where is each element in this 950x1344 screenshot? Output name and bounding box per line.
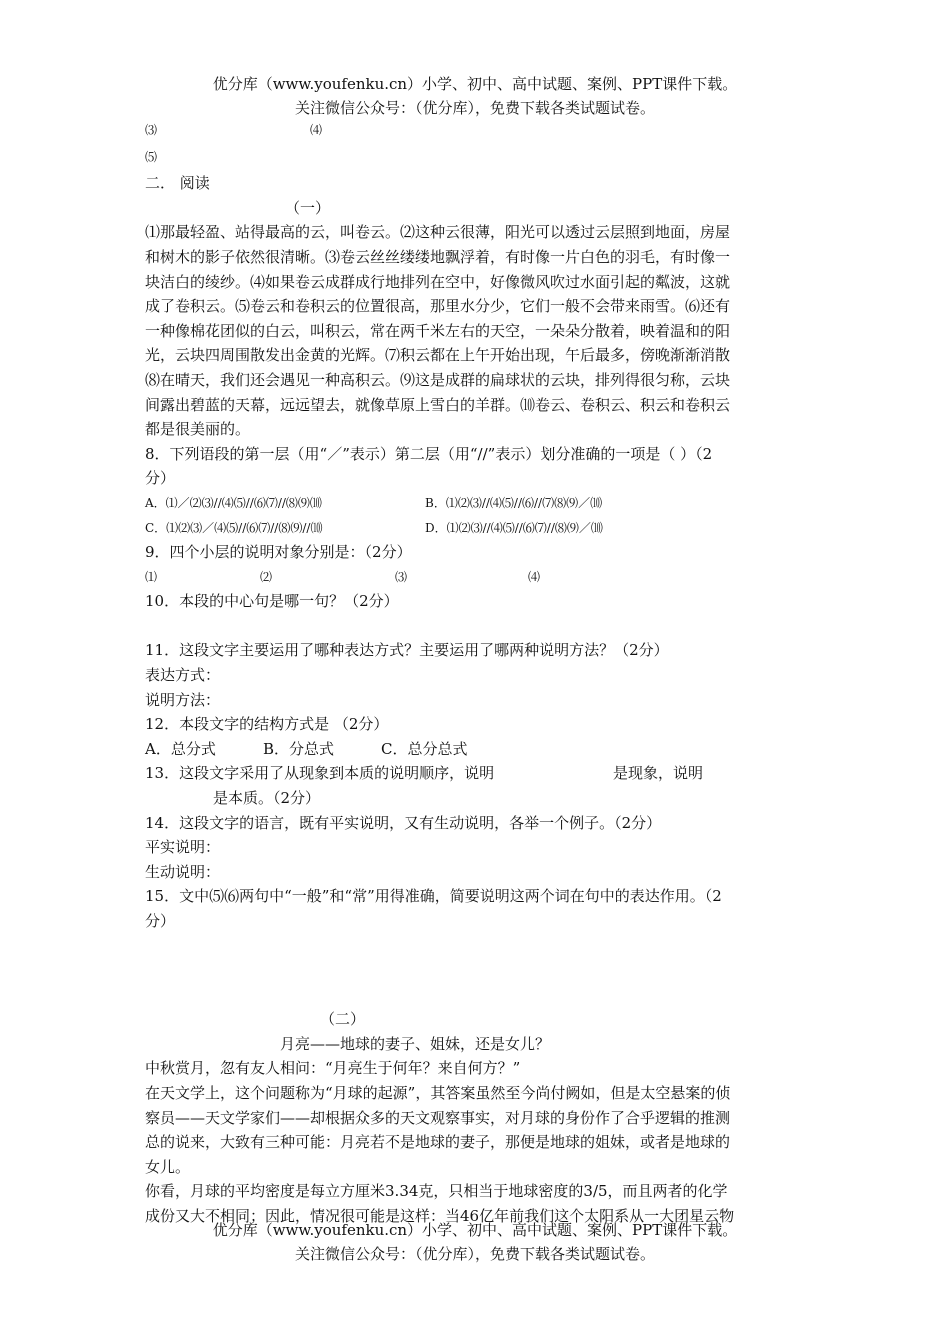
question-15-stem: 15．文中⑸⑹两句中“一般”和“常”用得准确，简要说明这两个词在句中的表达作用。（2: [145, 887, 722, 906]
passage-1-title: （一）: [285, 198, 331, 217]
option-d: D．⑴⑵⑶//⑷⑸//⑹⑺//⑻⑼／⑽: [425, 520, 603, 535]
question-14-line-2: 生动说明：: [145, 862, 221, 881]
footer-line-1: 优分库（www.youfenku.cn）小学、初中、高中试题、案例、PPT课件下载。: [212, 1221, 738, 1239]
question-15-stem-cont: 分）: [145, 912, 176, 930]
passage-2-line: 总的说来，大致有三种可能：月亮若不是地球的妻子，那便是地球的姐妹，或者是地球的: [145, 1133, 731, 1152]
answer-space: [145, 934, 810, 983]
blank-label-4: ⑷: [310, 123, 323, 137]
q9-blank-3: ⑶: [395, 569, 408, 584]
question-9-blanks: [145, 565, 810, 590]
question-8-options-ab: [145, 491, 810, 516]
header-line-1: 优分库（www.youfenku.cn）小学、初中、高中试题、案例、PPT课件下载。: [212, 75, 738, 93]
passage-2-title: （二）: [320, 1010, 366, 1029]
passage-2-line: 成份又大不相同；因此，情况很可能是这样：当46亿年前我们这个太阳系从一大团星云物: [145, 1206, 735, 1225]
passage-1-line: 间露出碧蓝的天幕，远远望去，就像草原上雪白的羊群。⑽卷云、卷积云、积云和卷积云: [145, 395, 731, 414]
passage-1-line: 一种像棉花团似的白云，叫积云，常在两千米左右的天空，一朵朵分散着，映着温和的阳: [145, 321, 731, 340]
option-b: B．分总式: [263, 739, 335, 758]
answer-blanks-row: [145, 118, 810, 143]
passage-1-line: 都是很美丽的。: [145, 420, 251, 439]
passage-2-heading: 月亮——地球的妻子、姐妹，还是女儿？: [280, 1034, 551, 1053]
passage-2-line: 中秋赏月，忽有友人相问：“月亮生于何年？来自何方？”: [145, 1059, 521, 1078]
header-line-2: 关注微信公众号：（优分库），免费下载各类试题试卷。: [294, 99, 655, 117]
question-11-stem: 11．这段文字主要运用了哪种表达方式？主要运用了哪两种说明方法？（2分）: [145, 641, 669, 660]
question-12-options: [145, 737, 810, 762]
passage-2-line: 女儿。: [145, 1157, 191, 1176]
blank-label-5: ⑸: [145, 149, 158, 164]
passage-1-line: 块洁白的绫纱。⑷如果卷云成群成行地排列在空中，好像微风吹过水面引起的粼波，这就: [145, 272, 731, 291]
option-c: C．总分总式: [381, 739, 468, 758]
option-b: B．⑴⑵⑶//⑷⑸//⑹//⑺⑻⑼／⑽: [425, 495, 603, 510]
q9-blank-1: ⑴: [145, 569, 158, 584]
question-13-part-2: 是现象，说明: [613, 764, 704, 783]
question-11-line-1: 表达方式：: [145, 666, 221, 685]
blank-label-3: ⑶: [145, 123, 158, 137]
q9-blank-4: ⑷: [528, 569, 541, 584]
q9-blank-2: ⑵: [260, 569, 273, 584]
question-9-stem: 9．四个小层的说明对象分别是：（2分）: [145, 543, 412, 562]
passage-2-line: 在天文学上，这个问题称为“月球的起源”，其答案虽然至今尚付阙如，但是太空悬案的侦: [145, 1083, 731, 1102]
question-11-line-2: 说明方法：: [145, 690, 221, 709]
question-14-stem: 14．这段文字的语言，既有平实说明，又有生动说明，各举一个例子。（2分）: [145, 813, 662, 832]
question-8-stem: 8．下列语段的第一层（用“／”表示）第二层（用“//”表示）划分准确的一项是（ ）（2: [145, 444, 713, 463]
passage-1-line: ⑻在晴天，我们还会遇见一种高积云。⑼这是成群的扁球状的云块，排列得很匀称，云块: [145, 370, 731, 389]
question-8-options-cd: [145, 516, 810, 541]
footer-line-2: 关注微信公众号：（优分库），免费下载各类试题试卷。: [294, 1245, 655, 1263]
option-a: A．总分式: [145, 739, 216, 758]
option-a: A．⑴／⑵⑶//⑷⑸//⑹⑺//⑻⑼⑽: [145, 495, 322, 510]
passage-2-line: 察员——天文学家们——却根据众多的天文观察事实，对月球的身份作了合乎逻辑的推测: [145, 1108, 731, 1127]
question-10-stem: 10．本段的中心句是哪一句？（2分）: [145, 592, 399, 611]
document-body: [145, 118, 810, 1229]
question-14-line-1: 平实说明：: [145, 838, 221, 857]
passage-1-line: 成了卷积云。⑸卷云和卷积云的位置很高，那里水分少，它们一般不会带来雨雪。⑹还有: [145, 297, 731, 316]
passage-1-line: ⑴那最轻盈、站得最高的云，叫卷云。⑵这种云很薄，阳光可以透过云层照到地面，房屋: [145, 223, 731, 242]
question-13-stem-cont: 是本质。（2分）: [213, 789, 321, 808]
question-13-stem: [145, 761, 810, 786]
answer-space: [145, 614, 810, 639]
section-title: 二． 阅读: [145, 174, 210, 193]
passage-1-line: 和树木的影子依然很清晰。⑶卷云丝丝缕缕地飘浮着，有时像一片白色的羽毛，有时像一: [145, 247, 731, 266]
passage-2-line: 你看，月球的平均密度是每立方厘米3.34克，只相当于地球密度的3/5，而且两者的化学: [145, 1182, 728, 1201]
option-c: C．⑴⑵⑶／⑷⑸//⑹⑺//⑻⑼//⑽: [145, 520, 323, 535]
answer-space: [145, 983, 810, 1008]
question-12-stem: 12．本段文字的结构方式是 （2分）: [145, 715, 389, 734]
passage-1-line: 光，云块四周围散发出金黄的光辉。⑺积云都在上午开始出现，午后最多，傍晚渐渐消散: [145, 346, 731, 365]
question-8-stem-cont: 分）: [145, 469, 176, 488]
question-13-part-1: 13．这段文字采用了从现象到本质的说明顺序，说明: [145, 764, 495, 783]
